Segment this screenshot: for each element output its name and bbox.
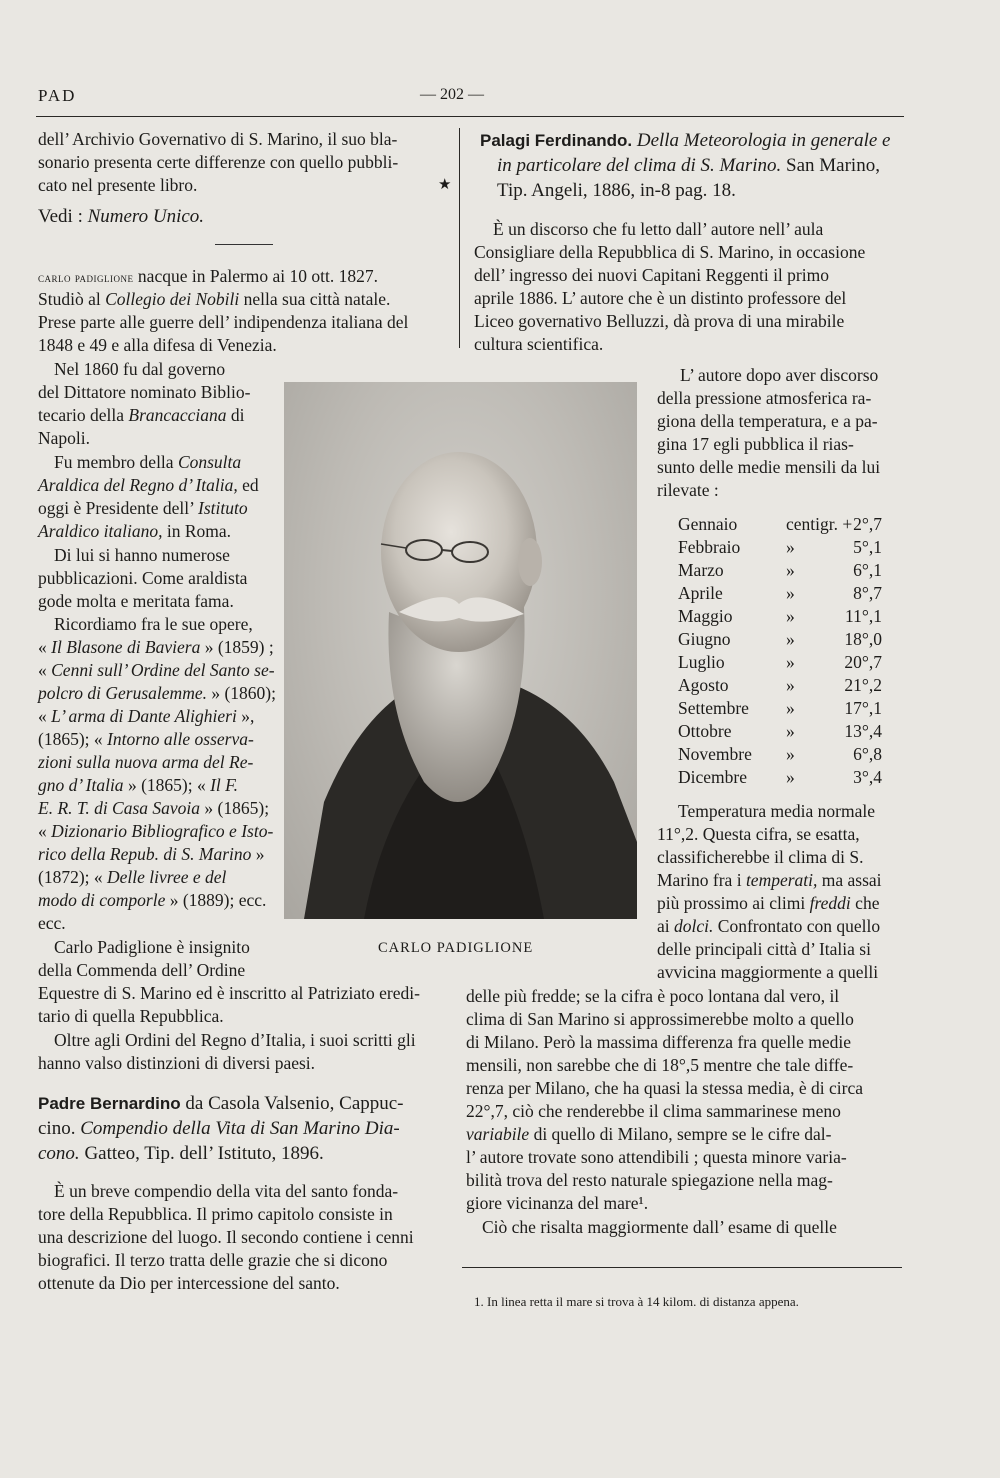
text-line: più prossimo ai climi freddi che: [657, 893, 880, 913]
temp-month: Ottobre: [678, 721, 732, 741]
temp-value: 17°,1: [844, 698, 882, 718]
temp-month: Giugno: [678, 629, 731, 649]
temp-value: 8°,7: [853, 583, 882, 603]
text-line: ottenute da Dio per intercessione del santo.: [38, 1273, 340, 1293]
text-line: dell’ ingresso dei nuovi Capitani Reggenti il primo: [474, 265, 829, 285]
text-line: Nel 1860 fu dal governo: [54, 359, 226, 379]
text-line: tario di quella Repubblica.: [38, 1006, 224, 1026]
text-line: della Commenda dell’ Ordine: [38, 960, 246, 980]
text-line: classificherebbe il clima di S.: [657, 847, 864, 867]
text-line: aprile 1886. L’ autore che è un distinto professore del: [474, 288, 847, 308]
text-line: della pressione atmosferica ra-: [657, 388, 872, 408]
text-line: Marino fra i temperati, ma assai: [657, 870, 882, 890]
text-line: delle più fredde; se la cifra è poco lontana dal vero, il: [466, 986, 840, 1006]
temp-month: Agosto: [678, 675, 729, 695]
temp-ditto: »: [786, 537, 795, 557]
text-line: di Milano. Però la massima differenza fra quelle medie: [466, 1032, 852, 1052]
temp-ditto: »: [786, 744, 795, 764]
text-line: bilità trova del resto naturale spiegazione nella mag-: [466, 1170, 833, 1190]
text-line: renza per Milano, che ha quasi la stessa media, è di circa: [466, 1078, 863, 1098]
temp-value: 5°,1: [853, 537, 882, 557]
temp-month: Luglio: [678, 652, 725, 672]
text-line: l’ autore trovate sono attendibili ; questa minore varia-: [466, 1147, 847, 1167]
running-head: PAD: [38, 86, 77, 105]
text-line: « Il Blasone di Baviera » (1859) ;: [38, 637, 274, 657]
text-line: Liceo governativo Belluzzi, dà prova di una mirabile: [474, 311, 845, 331]
temp-ditto: »: [786, 721, 795, 741]
temp-ditto: »: [786, 652, 795, 672]
text-line: avvicina maggiormente a quelli: [657, 962, 879, 982]
text-line: gode molta e meritata fama.: [38, 591, 234, 611]
page-number: — 202 —: [420, 86, 484, 103]
text-line: ecc.: [38, 913, 66, 933]
text-line: Oltre agli Ordini del Regno d’Italia, i suoi scritti gli: [54, 1030, 416, 1050]
text-line: gno d’ Italia » (1865); « Il F.: [38, 775, 238, 795]
temp-month: Gennaio: [678, 514, 738, 534]
bernardino-title-1: Padre Bernardino da Casola Valsenio, Cappuc-: [38, 1093, 404, 1114]
text-line: Di lui si hanno numerose: [54, 545, 230, 565]
temp-month: Settembre: [678, 698, 749, 718]
text-line: zioni sulla nuova arma del Re-: [38, 752, 254, 772]
separator-rule: [215, 244, 273, 245]
text-line: tore della Repubblica. Il primo capitolo consiste in: [38, 1204, 393, 1224]
portrait-caption: CARLO PADIGLIONE: [378, 940, 534, 956]
temp-ditto: »: [786, 560, 795, 580]
palagi-title-3: Tip. Angeli, 1886, in-8 pag. 18.: [497, 180, 736, 201]
text-line: clima di San Marino si approssimerebbe molto a quello: [466, 1009, 854, 1029]
temp-month: Novembre: [678, 744, 752, 764]
text-line: giona della temperatura, e a pa-: [657, 411, 878, 431]
temp-month: Aprile: [678, 583, 723, 603]
text-line: Equestre di S. Marino ed è inscritto al Patriziato eredi-: [38, 983, 420, 1003]
text-line: Araldico italiano, in Roma.: [38, 521, 231, 541]
temp-value: 13°,4: [844, 721, 882, 741]
temp-ditto: »: [786, 767, 795, 787]
temp-month: Febbraio: [678, 537, 741, 557]
temp-value: 21°,2: [844, 675, 882, 695]
text-line: (1872); « Delle livree e del: [38, 867, 227, 887]
column-rule: [459, 128, 460, 348]
temp-ditto: »: [786, 675, 795, 695]
bernardino-title-3: cono. Gatteo, Tip. dell’ Istituto, 1896.: [38, 1143, 324, 1164]
text-line: tecario della Brancacciana di: [38, 405, 245, 425]
text-line: delle principali città d’ Italia si: [657, 939, 871, 959]
text-line: 22°,7, ciò che renderebbe il clima sammarinese meno: [466, 1101, 841, 1121]
text-line: L’ autore dopo aver discorso: [680, 365, 879, 385]
text-line: E. R. T. di Casa Savoia » (1865);: [38, 798, 270, 818]
temp-ditto: »: [786, 606, 795, 626]
padiglione-line-1: carlo padiglione nacque in Palermo ai 10 ott. 1827.: [38, 266, 379, 286]
text-line: una descrizione del luogo. Il secondo contiene i cenni: [38, 1227, 414, 1247]
temp-value: 11°,1: [845, 606, 882, 626]
text-line: cultura scientifica.: [474, 334, 604, 354]
star-icon: ★: [438, 177, 452, 193]
text-line: « L’ arma di Dante Alighieri »,: [38, 706, 255, 726]
text-line: gina 17 egli pubblica il rias-: [657, 434, 854, 454]
text-line: Carlo Padiglione è insignito: [54, 937, 250, 957]
text-line: oggi è Presidente dell’ Istituto: [38, 498, 248, 518]
temp-value: 20°,7: [844, 652, 882, 672]
bernardino-title-2: cino. Compendio della Vita di San Marino Dia-: [38, 1118, 400, 1139]
text-line: pubblicazioni. Come araldista: [38, 568, 248, 588]
text-line: polcro di Gerusalemme. » (1860);: [38, 683, 277, 703]
text-line: modo di comporle » (1889); ecc.: [38, 890, 267, 910]
text-line: variabile di quello di Milano, sempre se le cifre dal-: [466, 1124, 832, 1144]
text-line: sunto delle medie mensili da lui: [657, 457, 881, 477]
temp-value: 6°,8: [853, 744, 882, 764]
text-line: Napoli.: [38, 428, 91, 448]
text-line: rilevate :: [657, 480, 719, 500]
text-line: Ciò che risalta maggiormente dall’ esame di quelle: [482, 1217, 837, 1237]
temp-ditto: »: [786, 698, 795, 718]
text-line: ai dolci. Confrontato con quello: [657, 916, 881, 936]
text-line: Consigliare della Repubblica di S. Marino, in occasione: [474, 242, 866, 262]
text-line: 1848 e 49 e alla difesa di Venezia.: [38, 335, 277, 355]
text-line: « Cenni sull’ Ordine del Santo se-: [38, 660, 275, 680]
temp-month: Marzo: [678, 560, 724, 580]
text-line: Ricordiamo fra le sue opere,: [54, 614, 253, 634]
temp-value: 18°,0: [844, 629, 882, 649]
temp-value: 2°,7: [853, 514, 882, 534]
temp-month: Dicembre: [678, 767, 747, 787]
text-line: hanno valso distinzioni di diversi paesi.: [38, 1053, 316, 1073]
padiglione-line-2: Studiò al Collegio dei Nobili nella sua città natale.: [38, 289, 391, 309]
portrait-illustration: [284, 382, 637, 919]
text-line: biografici. Il terzo tratta delle grazie che si dicono: [38, 1250, 388, 1270]
text-line: È un discorso che fu letto dall’ autore nell’ aula: [493, 219, 824, 239]
temp-unit: centigr. +: [786, 514, 853, 534]
see-also: Vedi : Numero Unico.: [38, 206, 205, 227]
text-line: È un breve compendio della vita del santo fonda-: [54, 1181, 399, 1201]
temp-ditto: »: [786, 629, 795, 649]
text-line: Temperatura media normale: [678, 801, 876, 821]
text-line: (1865); « Intorno alle osserva-: [38, 729, 254, 749]
text-line: dell’ Archivio Governativo di S. Marino, il suo bla-: [38, 129, 398, 149]
temp-month: Maggio: [678, 606, 733, 626]
text-line: del Dittatore nominato Biblio-: [38, 382, 251, 402]
text-line: Prese parte alle guerre dell’ indipendenza italiana del: [38, 312, 409, 332]
text-line: mensili, non sarebbe che di 18°,5 mentre che tale diffe-: [466, 1055, 854, 1075]
header-rule: [36, 116, 904, 117]
text-line: giore vicinanza del mare¹.: [466, 1193, 649, 1213]
text-line: cato nel presente libro.: [38, 175, 198, 195]
temp-ditto: »: [786, 583, 795, 603]
text-line: rico della Repub. di S. Marino »: [38, 844, 265, 864]
portrait-photo: [284, 382, 637, 919]
text-line: Araldica del Regno d’ Italia, ed: [38, 475, 259, 495]
temp-value: 3°,4: [853, 767, 882, 787]
text-line: « Dizionario Bibliografico e Isto-: [38, 821, 274, 841]
palagi-title-1: Palagi Ferdinando. Della Meteorologia in generale e: [480, 130, 891, 151]
text-line: 11°,2. Questa cifra, se esatta,: [657, 824, 860, 844]
footnote: 1. In linea retta il mare si trova à 14 kilom. di distanza appena.: [474, 1294, 799, 1309]
temp-value: 6°,1: [853, 560, 882, 580]
footnote-rule: [462, 1267, 902, 1268]
text-line: Fu membro della Consulta: [54, 452, 242, 472]
text-line: sonario presenta certe differenze con quello pubbli-: [38, 152, 399, 172]
palagi-title-2: in particolare del clima di S. Marino. San Marino,: [497, 155, 880, 176]
